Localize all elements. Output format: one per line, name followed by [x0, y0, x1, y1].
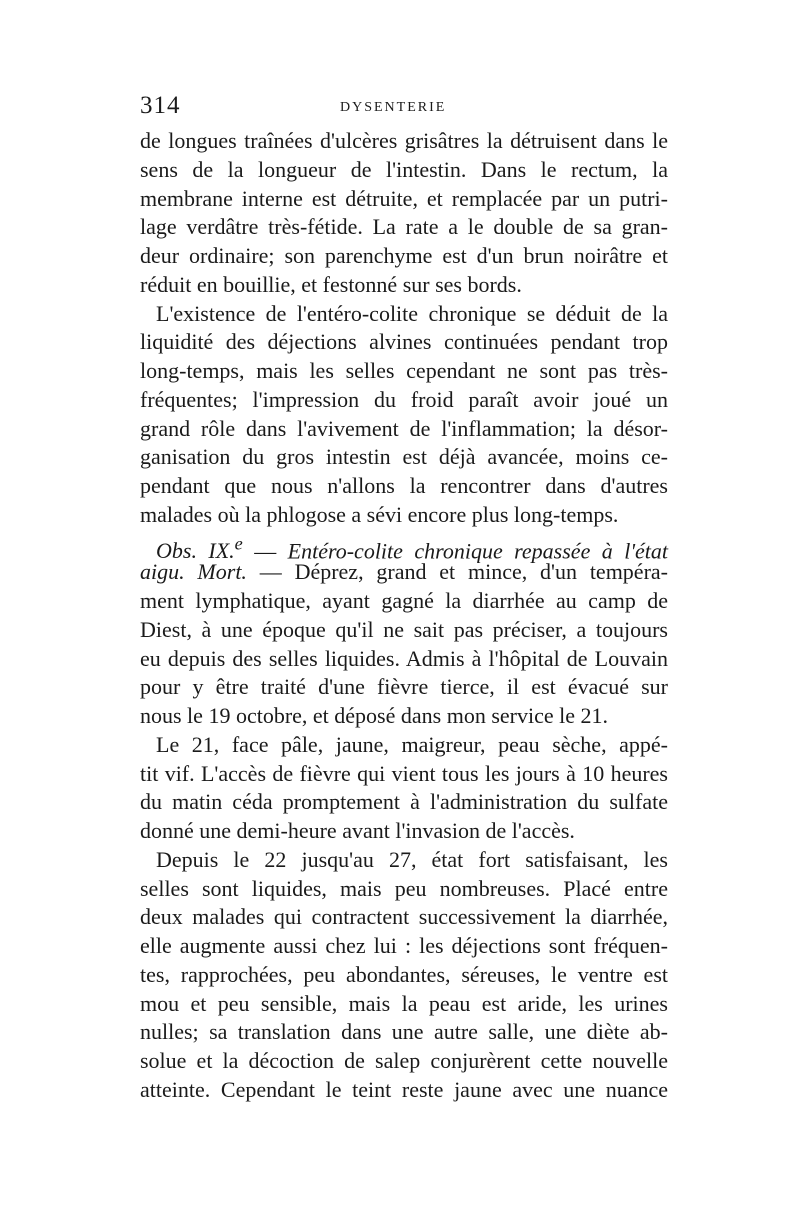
observation-label: Obs. IX.$^e$	[156, 533, 243, 563]
text-line: ment lymphatique, ayant gagné la diarrhée au camp de	[140, 588, 668, 613]
text-line: lage verdâtre très-fétide. La rate a le double de sa gran-	[140, 214, 668, 240]
text-line: nulles; sa translation dans une autre salle, une diète ab-	[140, 1019, 668, 1045]
text-line: sens de la longueur de l'intestin. Dans le rectum, la	[140, 156, 668, 182]
text-line: pendant que nous n'allons la rencontrer dans d'autres	[140, 473, 668, 498]
text-line: solue et la décoction de salep conjurèrent cette nouvelle	[140, 1048, 668, 1073]
text-line: Depuis le 22 jusqu'au 27, état fort satisfaisant, les	[156, 846, 668, 872]
text-line: tit vif. L'accès de fièvre qui vient tous les jours à 10 heures	[140, 760, 668, 786]
text-line: atteinte. Cependant le teint reste jaune avec une nuance	[140, 1076, 668, 1102]
text-line: fréquentes; l'impression du froid paraît avoir joué un	[140, 386, 668, 412]
text-line: tes, rapprochées, peu abondantes, séreuses, le ventre est	[140, 961, 668, 987]
text-line: mou et peu sensible, mais la peau est aride, les urines	[140, 990, 668, 1016]
text-line: elle augmente aussi chez lui : les déjections sont fréquen-	[140, 933, 668, 958]
observation-title: Entéro-colite chronique repassée à l'état	[287, 537, 669, 563]
text-line: malades où la phlogose a sévi encore plus long-temps.	[140, 501, 619, 527]
observation-title-cont: aigu. Mort.	[140, 559, 247, 585]
text-line: nous le 19 octobre, et déposé dans mon service le 21.	[140, 703, 608, 728]
text-line: grand rôle dans l'avivement de l'inflammation; la désor-	[140, 415, 668, 441]
page-header	[140, 92, 670, 122]
text-line: du matin céda promptement à l'administration du sulfate	[140, 789, 668, 815]
text-line: Diest, à une époque qu'il ne sait pas préciser, a toujours	[140, 616, 668, 642]
text-line: ganisation du gros intestin est déjà avancée, moins ce-	[140, 444, 668, 470]
text-line: deur ordinaire; son parenchyme est d'un brun noirâtre et	[140, 243, 668, 268]
body-text	[140, 127, 668, 1105]
text-line: donné une demi-heure avant l'invasion de l'accès.	[140, 818, 575, 843]
text-line: Le 21, face pâle, jaune, maigreur, peau sèche, appé-	[156, 731, 668, 757]
observation-heading-cont: aigu. Mort. — Déprez, grand et mince, d'un tempéra-	[140, 559, 668, 585]
text-line: réduit en bouillie, et festonné sur ses bords.	[140, 271, 522, 297]
text-line: deux malades qui contractent successivement la diarrhée,	[140, 904, 668, 930]
text-line: eu depuis des selles liquides. Admis à l'hôpital de Louvain	[140, 645, 668, 671]
page-number: 314	[140, 92, 181, 119]
text-line: pour y être traité d'une fièvre tierce, il est évacué sur	[140, 674, 668, 700]
text-line: long-temps, mais les selles cependant ne sont pas très-	[140, 358, 668, 383]
text-line: selles sont liquides, mais peu nombreuses. Placé entre	[140, 875, 668, 901]
text-line: de longues traînées d'ulcères grisâtres la détruisent dans le	[140, 128, 668, 153]
observation-heading: Obs. IX.$^e$ — Entéro-colite chronique repassée à l'état	[156, 533, 669, 563]
text-line: liquidité des déjections alvines continuées pendant trop	[140, 329, 668, 355]
running-head: DYSENTERIE	[340, 100, 447, 115]
text-line: L'existence de l'entéro-colite chronique se déduit de la	[156, 300, 668, 326]
text-line: membrane interne est détruite, et remplacée par un putri-	[140, 185, 668, 211]
